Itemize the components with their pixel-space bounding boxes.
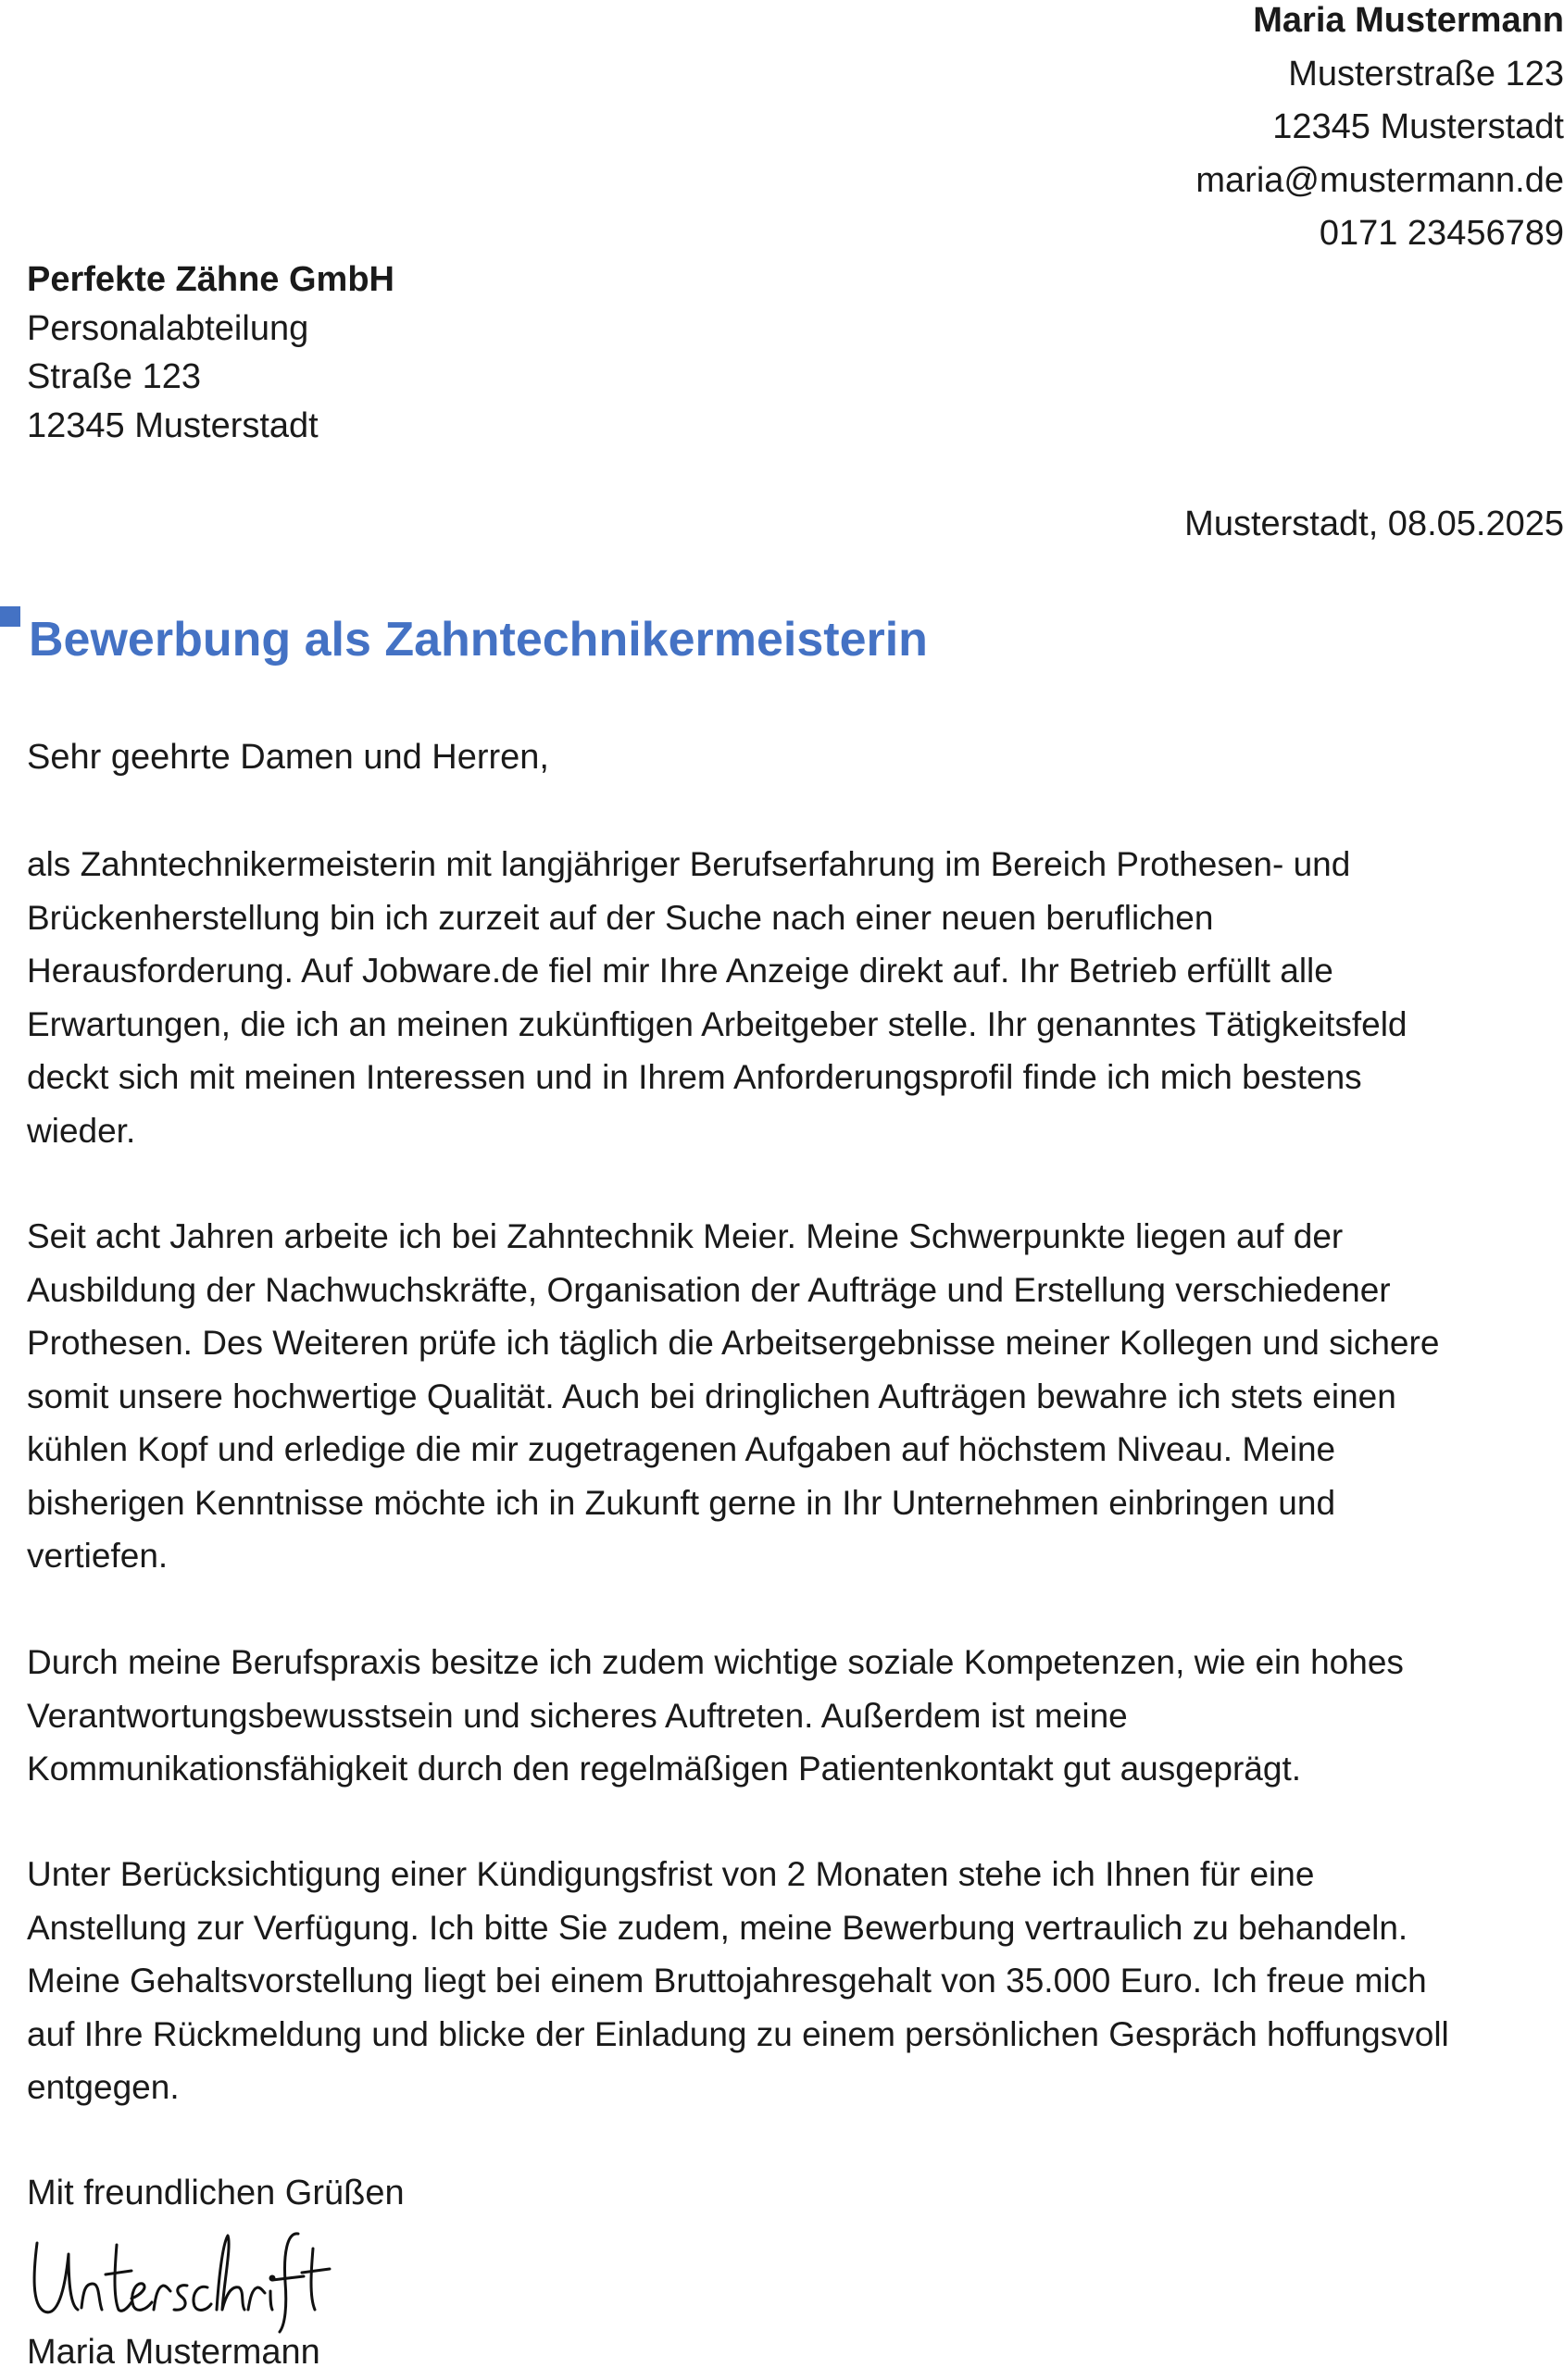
paragraph-line: deckt sich mit meinen Interessen und in Ihrem Anforderungsprofil finde ich mich bestens — [27, 1058, 1362, 1096]
body-paragraph-2 — [27, 1210, 1545, 1583]
heading-marker — [0, 606, 20, 627]
sender-city: 12345 Musterstadt — [1272, 107, 1564, 146]
paragraph-line: Brückenherstellung bin ich zurzeit auf der Suche nach einer neuen beruflichen — [27, 898, 1214, 937]
paragraph-line: Verantwortungsbewusstsein und sicheres Auftreten. Außerdem ist meine — [27, 1696, 1128, 1735]
paragraph-line: somit unsere hochwertige Qualität. Auch bei dringlichen Aufträgen bewahre ich stets einen — [27, 1377, 1396, 1415]
recipient-city: 12345 Musterstadt — [27, 405, 319, 445]
letter-subject: Bewerbung als Zahntechnikermeisterin — [29, 613, 928, 667]
letter-date: Musterstadt, 08.05.2025 — [1184, 505, 1564, 543]
sender-email: maria@mustermann.de — [1195, 160, 1564, 200]
body-paragraph-3 — [27, 1636, 1545, 1796]
paragraph-line: als Zahntechnikermeisterin mit langjähriger Berufserfahrung im Bereich Prothesen- und — [27, 845, 1351, 883]
body-paragraph-4 — [27, 1848, 1545, 2114]
paragraph-line: Meine Gehaltsvorstellung liegt bei einem Bruttojahresgehalt von 35.000 Euro. Ich freue mich — [27, 1962, 1427, 2000]
paragraph-line: Ausbildung der Nachwuchskräfte, Organisation der Aufträge und Erstellung verschiedener — [27, 1270, 1391, 1309]
signer-name: Maria Mustermann — [27, 2333, 320, 2372]
paragraph-line: Seit acht Jahren arbeite ich bei Zahntechnik Meier. Meine Schwerpunkte liegen auf der — [27, 1217, 1344, 1255]
paragraph-line: Prothesen. Des Weiteren prüfe ich täglich die Arbeitsergebnisse meiner Kollegen und sichere — [27, 1324, 1440, 1362]
paragraph-line: vertiefen. — [27, 1537, 169, 1575]
sender-phone: 0171 23456789 — [1319, 214, 1564, 253]
paragraph-line: Unter Berücksichtigung einer Kündigungsfrist von 2 Monaten stehe ich Ihnen für eine — [27, 1855, 1315, 1893]
recipient-block — [27, 255, 394, 450]
paragraph-line: Durch meine Berufspraxis besitze ich zudem wichtige soziale Kompetenzen, wie ein hohes — [27, 1643, 1404, 1681]
recipient-company: Perfekte Zähne GmbH — [27, 260, 394, 299]
paragraph-line: Herausforderung. Auf Jobware.de fiel mir Ihre Anzeige direkt auf. Ihr Betrieb erfüllt alle — [27, 952, 1333, 990]
recipient-department: Personalabteilung — [27, 308, 309, 348]
recipient-street: Straße 123 — [27, 357, 201, 396]
closing-phrase: Mit freundlichen Grüßen — [27, 2174, 405, 2212]
sender-street: Musterstraße 123 — [1288, 54, 1564, 93]
paragraph-line: wieder. — [27, 1111, 136, 1150]
paragraph-line: auf Ihre Rückmeldung und blicke der Einladung zu einem persönlichen Gespräch hoffungsvoll — [27, 2014, 1449, 2053]
paragraph-line: kühlen Kopf und erledige die mir zugetragenen Aufgaben auf höchstem Niveau. Meine — [27, 1430, 1336, 1468]
handwritten-signature — [28, 2217, 333, 2337]
paragraph-line: entgegen. — [27, 2068, 180, 2106]
sender-block — [731, 0, 1564, 261]
paragraph-line: bisherigen Kenntnisse möchte ich in Zukunft gerne in Ihr Unternehmen einbringen und — [27, 1483, 1336, 1522]
sender-name: Maria Mustermann — [1253, 1, 1564, 40]
paragraph-line: Anstellung zur Verfügung. Ich bitte Sie zudem, meine Bewerbung vertraulich zu behandeln. — [27, 1908, 1408, 1947]
paragraph-line: Erwartungen, die ich an meinen zukünftigen Arbeitgeber stelle. Ihr genanntes Tätigkeitsfeld — [27, 1004, 1408, 1043]
body-paragraph-1 — [27, 838, 1545, 1157]
salutation: Sehr geehrte Damen und Herren, — [27, 738, 549, 777]
paragraph-line: Kommunikationsfähigkeit durch den regelmäßigen Patientenkontakt gut ausgeprägt. — [27, 1750, 1302, 1788]
